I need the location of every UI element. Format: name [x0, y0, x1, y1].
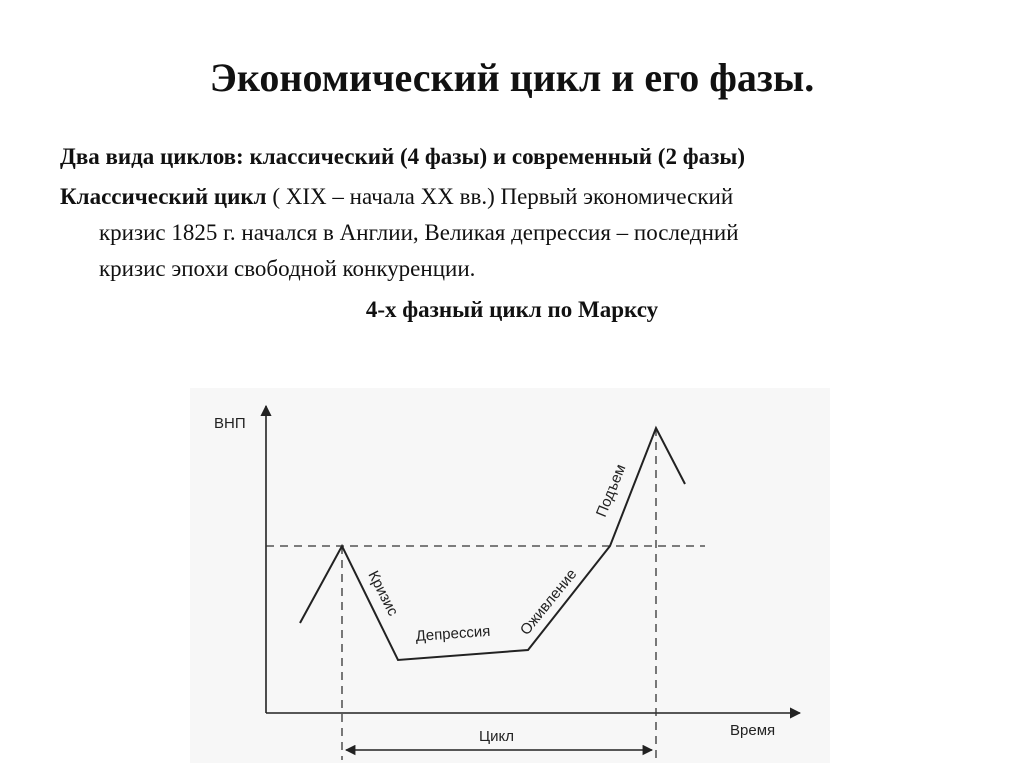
chart-subtitle: 4-х фазный цикл по Марксу	[365, 297, 659, 322]
y-axis-label: ВНП	[214, 415, 246, 432]
business-cycle-svg	[190, 388, 830, 763]
first-crisis-line: кризис 1825 г. начался в Англии, Великая депрессия – последний	[99, 220, 739, 245]
cycle-label: Цикл	[479, 728, 514, 745]
cycle-curve	[300, 428, 685, 660]
phase-label-upswing: Подъем	[592, 461, 630, 520]
cycle-types-line: Два вида циклов: классический (4 фазы) и современный (2 фазы)	[60, 144, 745, 169]
classic-cycle-line	[60, 180, 733, 214]
classic-cycle-term: Классический цикл	[60, 184, 267, 209]
business-cycle-chart	[190, 388, 830, 763]
phase-label-recovery: Оживление	[516, 565, 581, 639]
slide-title: Экономический цикл и его фазы.	[209, 55, 815, 100]
x-axis-label: Время	[730, 722, 776, 739]
free-competition-line: кризис эпохи свободной конкуренции.	[99, 256, 476, 281]
phase-label-crisis: Кризис	[364, 568, 402, 619]
phase-label-depression: Депрессия	[415, 622, 491, 645]
classic-cycle-text: ( XIX – начала XX вв.) Первый экономический	[266, 184, 734, 209]
